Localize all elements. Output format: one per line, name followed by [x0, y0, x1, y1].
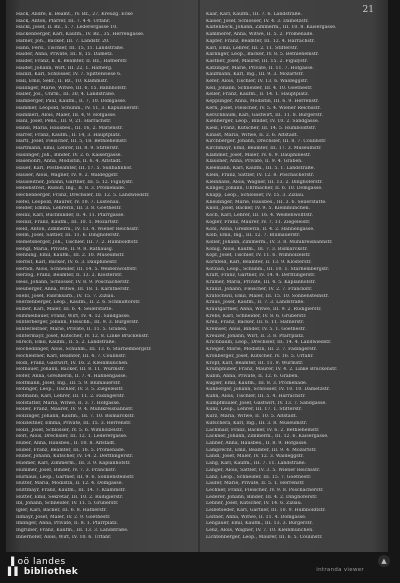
- directory-entry: Kaiser, Josef, Schlosser, IV. 4. 3. Dametzstr.: [206, 18, 309, 24]
- directory-entry: Hartl, Josef, Fleischer, III. 5, 18. Bethlehemstr.: [16, 139, 128, 145]
- directory-entry: Hummer, Josef, Binder, IV. 7. 3. Franckstr.: [16, 467, 117, 473]
- directory-entry: Haller, Jos., Uhrm., III. 30, 4. Landstraße.: [16, 92, 116, 98]
- directory-entry: Haslinger, Joh., Binder, IV. 2. 6. Kaisergasse.: [16, 152, 123, 158]
- directory-entry: Kratochwil, Emil, Maler, III. 15. 10. Sonnensteinstr.: [206, 293, 329, 299]
- directory-entry: Hammer, Leopold, Schuhm., IV. 11, 3. Kapuzinerstr.: [16, 105, 140, 111]
- directory-entry: Lengauer, Emil, Kaufm., III. 13. 3. Bürgerstr.: [206, 521, 313, 527]
- directory-entry: Hofinger, Leop., Tischler, IV. 3. 5. Ziegeleistr.: [16, 387, 124, 393]
- directory-entry: Lang, Karl, Kaufm., III. 7. 11. Landstraße.: [206, 461, 307, 467]
- directory-entry: Kunz, Leop., Lehrer, III. 17. 1. Stifterstr.: [206, 407, 303, 413]
- directory-entry: Haider, Franz, k. k. Beamter, II. Bz., Hafnerstr.: [16, 58, 128, 64]
- directory-entry: Hansl, Maria, Hausbes., III. 16, 2. Marienstr.: [16, 125, 124, 131]
- library-logo[interactable]: [8, 557, 78, 577]
- directory-entry: Karlinger, Leop., Bäcker, IV. 8. 5. Bethlehemstr.: [206, 52, 320, 58]
- directory-entry: Hahn, Ferd., Tischler, III. 15, 11. Landstraße.: [16, 45, 125, 51]
- directory-entry: Helm, Josef, Sattler, III. 11. 6. Dinghoferstr.: [16, 233, 121, 239]
- logo-line1-text: oö landes: [17, 557, 66, 567]
- directory-entry: Kranzl, Johann, Fleischer, IV. 2. 7. Franckstr.: [206, 286, 313, 292]
- directory-entry: Kapfer, Franz, Beamter, III. 12. 4. Harrachstr.: [206, 38, 316, 44]
- viewer-label: intranda viewer: [316, 567, 364, 573]
- directory-entry: Huber, Franz, Beamter, III. 16. 5. Promenade.: [16, 447, 126, 453]
- directory-entry: Kirchberger, Johann, Drechsler, III. 8. 7. Coulinstr.: [206, 139, 327, 145]
- directory-entry: Kammerer, Anna, Witwe, II. 5. 2. Promenade.: [206, 32, 314, 38]
- directory-entry: Hinterleitner, Marie, Private, II. 11. 5. Graben.: [16, 327, 128, 333]
- viewer-footer: [0, 552, 400, 583]
- directory-entry: Hutter, Maria, Modistin, II. 12. 4. Domgasse.: [16, 481, 123, 487]
- directory-entry: Igler, Karl, Bäcker, III. 6. 8. Hafnerstr.: [16, 508, 107, 514]
- directory-entry: Hainzl, Karl, Schlosser, IV. 7. Spittelwiese 6.: [16, 72, 122, 78]
- directory-entry: Hemetsberger, Joh., Tischler, III. 7. 2. Humboldtstr.: [16, 239, 139, 245]
- directory-entry: Heinz, Karl, Buchbinder, II. 4. 11. Pfarrgasse.: [16, 213, 125, 219]
- directory-entry: Hüttmayr, Franz, Kaufm., III. 14. 7. Klammstr.: [16, 487, 126, 493]
- directory-entry: Kumpfmüller, Josef, Gastwirt, IV. 13. 7. Sandgasse.: [206, 400, 327, 406]
- directory-entry: Kutschera, Karl, Ing., III. 3. 8. Museumstr.: [206, 420, 308, 426]
- directory-entry: Kotzian, Leop., Schuhm., III. 10. 1. Starhembergstr.: [206, 266, 330, 272]
- directory-entry: Klausner, Anna, Private, II. 9. 4. Graben.: [206, 159, 303, 165]
- directory-entry: Hütter, Emil, Sekretär, III. 10. 2. Rudigierstr.: [16, 494, 124, 500]
- directory-entry: Imlinger, Anna, Private, II. 8. 1. Pfarrplatz.: [16, 521, 119, 527]
- directory-entry: Hefel, Leopold, Maurer, IV. 10. 7. Lustenau.: [16, 199, 121, 205]
- directory-entry: Landl, Josef, Maler, IV. 12. 3. Waldeggstr.: [206, 454, 304, 460]
- directory-entry: Kropf, Karl, Beamter, III. 11. 9. Wurmstr.: [206, 360, 304, 366]
- directory-entry: Hafner, Joh., Bäcker, III. 7. Landstr. 20.: [16, 38, 110, 44]
- directory-entry: Kremser, Alois, Binder, IV. 5. 1. Goethestr.: [206, 327, 306, 333]
- directory-entry: Köpf, Josef, Tischler, IV. 11. 6. Wimhölzelstr.: [206, 253, 311, 259]
- directory-entry: Hoffmann, Josef, Ing., III. 5. 9. Blumauerstr.: [16, 380, 121, 386]
- directory-entry: Hödl, Franz, Gastwirt, IV. 16. 2. Kleinmünchen.: [16, 360, 129, 366]
- library-logo-icon: ▐: [8, 557, 15, 566]
- directory-entry: Hurnaus, Leop., Gärtner, III. 9. 6. Sonnensteinstr.: [16, 474, 135, 480]
- directory-entry: Hochleitner, Karl, Beamter, III. 4. 7. Coulinstr.: [16, 353, 127, 359]
- directory-entry: Katzinger, Marie, Private, II. 11. 7. Hofgasse.: [206, 65, 315, 71]
- directory-entry: Hörl, Alois, Drechsler, III. 12. 1. Lederergasse.: [16, 434, 128, 440]
- directory-entry: Hinterberger, Johann, Fleischh., III. 9. 3. Bürgerstr.: [16, 320, 140, 326]
- directory-entry: Haider, Anna, Private, III. 8, 15. Dametz.: [16, 52, 114, 58]
- directory-entry: Keller, Franz, Kaufm., II. 14. 1. Hauptplatz.: [206, 92, 310, 98]
- directory-entry: Kaufmann, Karl, Ing., III. 9. 3. Mozartstr.: [206, 72, 304, 78]
- directory-entry: Kramer, Maria, Private, III. 4. 5. Kaplanhofstr.: [206, 280, 316, 286]
- directory-entry: Ibl, Johann, Schneider, IV. 11. 5. Gruberstr.: [16, 501, 119, 507]
- directory-entry: Hackl, Josef, II. Bz., 5. 7. Lederergasse 10.: [16, 25, 118, 31]
- logo-text-line1: [8, 557, 78, 567]
- directory-entry: Lachmair, Franz, Bäcker, IV. 6. 2. Bethlehemstr.: [206, 427, 320, 433]
- directory-entry: Lahner, Anna, Hausbes., II. 8. 9. Hofgasse.: [206, 441, 308, 446]
- directory-entry: Herzog, Franz, Beamter, II. 13. 2. Klosterstr.: [16, 273, 123, 279]
- directory-entry: Heider, Emma, Lehrerin, III. 3. 8. Goethestr.: [16, 206, 122, 212]
- directory-entry: Lanz, Leop., Schneider, III. 15. 7. Goethestr.: [206, 474, 312, 480]
- directory-entry: Kiesl, Franz, Kutscher, III. 14. 5. Humboldtstr.: [206, 125, 317, 131]
- directory-entry: Hofstätter, Maria, Witwe, II. 3. 7. Hofgasse.: [16, 400, 121, 406]
- directory-entry: Kornfeld, Karl, Beamter, II. 13. 9. Klosterstr.: [206, 260, 312, 266]
- directory-entry: Krebs, Karl, Schneider, IV. 8. 6. Gruberstr.: [206, 313, 307, 319]
- directory-entry: Keil, Johann, Schneider, III. 4. 10. Goethestr.: [206, 85, 313, 91]
- directory-entry: Kronberger, Josef, Kutscher, IV. 16. 5. Urfahr.: [206, 353, 314, 359]
- directory-entry: Kugler, Emil, Kaufm., III. 8. 3. Promenade.: [206, 380, 308, 386]
- directory-entry: Krautgartner, Anna, Witwe, III. 9. 2. Rudigierstr.: [206, 306, 322, 312]
- scroll-up-icon[interactable]: ▲: [378, 555, 390, 567]
- directory-entry: Hasenöhrl, Anna, Modistin, II. 6. 4. Altstadt.: [16, 159, 122, 165]
- directory-entry: Himmelbauer, Franz, Wirt, IV. 4. 12. Sandgasse.: [16, 313, 131, 319]
- directory-entry: Huber, Johann, Kutscher, IV. 14. 2. Derfflingerstr.: [16, 454, 134, 460]
- directory-entry: Klammer, Josef, Maler, IV. 6. 9. Dauphinestr.: [206, 152, 312, 158]
- directory-entry: Haider, Johann, Wirt, III. 22, 1. Hafnerg.: [16, 65, 113, 71]
- directory-entry: Lenz, Alois, Wagner, IV. 7. 10. Kleinmünchen.: [206, 528, 314, 534]
- directory-entry: Kaar, Karl, Kaufm., III. 7. 6. Landstraße.: [206, 12, 303, 17]
- directory-entry: Karl, Emil, Lehrer, III. 2. 11. Stifterstr.: [206, 45, 298, 51]
- directory-entry: Hall, Emil, Sekr., II. Bz., 10. Klammstr.: [16, 79, 109, 85]
- directory-entry: Koch, Karl, Lehrer, III. 16. 4. Weißenwolffstr.: [206, 213, 314, 219]
- directory-entry: Innerhofer, Alois, Wirt, IV. 10. 6. Urfahr.: [16, 534, 112, 540]
- directory-entry: Kühberger, Johann, Schlosser, IV. 10. 10. Dametzstr.: [206, 387, 330, 393]
- directory-entry: Krieger, Marie, Modistin, III. 2. 7. Fadingerstr.: [206, 347, 317, 353]
- directory-entry: Hanl, Josef, Pens., III. 9, 21. Harrachstr.: [16, 119, 112, 125]
- directory-entry: Kraft, Franz, Gärtner, IV. 14. 4. Derfflingerstr.: [206, 273, 316, 279]
- directory-entry: Kreil, Franz, Bäcker, III. 6. 11. Hafnerstr.: [206, 320, 305, 326]
- directory-entry: Lichtenberger, Leop., Maurer, III. 6. 5. Coulinstr.: [206, 534, 323, 540]
- directory-entry: Hartmann, Emil, Lehrer, III. 8. 9. Stifterstr.: [16, 146, 120, 152]
- directory-entry: Hack, Anton, Pfarrer, III. 7. 4 4. Urfahr.: [16, 18, 111, 24]
- directory-entry: Kleinhans, Alois, Wagner, III. 13. 2. Dinghoferstr.: [206, 179, 323, 185]
- directory-entry: Kefer, Alois, Tischler, IV. 13. 6. Waldeggstr.: [206, 79, 309, 85]
- directory-entry: Höller, Franz, Maurer, IV. 9. 4. Mühlkreisbahnstr.: [16, 407, 134, 413]
- directory-entry: Kraus, Josef, Kaufm., II. 7. 3. Landstraße.: [206, 300, 305, 306]
- directory-entry: Hallinger, Marie, Witwe, III. 6. 15. Bahnhofstr.: [16, 85, 127, 91]
- directory-entry: Lamprecht, Emil, Beamter, III. 9. 4. Mozartstr.: [206, 447, 317, 453]
- directory-entry: Hengl, Maria, Private, II. 9. 8. Rathausg.: [16, 246, 114, 252]
- directory-entry: Herbst, Karl, Bäcker, IV. 6. 3. Dauphinestr.: [16, 260, 118, 266]
- directory-entry: Henning, Emil, Kaufm., III. 2. 10. Museumstr.: [16, 253, 125, 259]
- directory-entry: Lechner, Franz, Fleischer, IV. 9. 8. Poschacherstr.: [206, 487, 324, 493]
- directory-entry: Holzleitner, Emma, Private, III. 15. 3. Herrenstr.: [16, 420, 132, 426]
- directory-entry: Knoll, Josef, Bäcker, IV. 9. 5. Kleinmünchen.: [206, 206, 311, 212]
- directory-entry: Herndl, Alois, Schneider, III. 14. 5. Weißenwolffstr.: [16, 266, 138, 272]
- directory-entry: Hauer, Karl, Postbeamter, III. 17. 5. Südbahnhof.: [16, 166, 133, 172]
- directory-entry: Hofmann, Karl, Lehrer, III. 11. 2. Fadingerstr.: [16, 394, 125, 400]
- directory-entry: Hiebl, Josef, Fabriksarb., IV. 15. 7. Zizlau.: [16, 293, 116, 299]
- directory-entry: Held, Anton, Zimmerm., IV. 13. 4. Wiener Reichsstr.: [16, 226, 140, 232]
- directory-entry: Krumphuber, Franz, Maurer, IV. 4. 2. Linke Brückenstr.: [206, 367, 338, 373]
- directory-entry: Kienberger, Leop., Binder, IV. 10. 2. Sandgasse.: [206, 119, 320, 125]
- library-logo-bars-icon: ▌▌: [8, 567, 21, 576]
- directory-entry: Kepplinger, Anna, Modistin, III. 6. 9. Herrenstr.: [206, 99, 320, 105]
- directory-entry: Hebenstreit, Rudolf, Ing., II. 8. 3. Promenade.: [16, 186, 126, 192]
- directory-entry: Hausleitner, Johann, Gärtner, III. 5. 12. Figulystr.: [16, 179, 134, 185]
- directory-entry: Kurz, Maria, Witwe, II. 10. 5. Altstadt.: [206, 414, 298, 420]
- directory-entry: Klein, Franz, Sattler, IV. 12. 8. Poschacherstr.: [206, 172, 315, 178]
- directory-entry: Kolb, Emil, Ing., III. 12. 7. Blumauerstr.: [206, 233, 301, 239]
- directory-entry: Hauser, Alois, Wagner, IV. 9. 2. Waldeggstr.: [16, 172, 119, 178]
- directory-entry: Kleemann, Karl, Kaufm., III. 5. 1. Landstraße.: [206, 166, 316, 172]
- directory-entry: Huber, Anna, Hausbes., II. 10. 8. Altstadt.: [16, 441, 116, 446]
- directory-entry: Hofer, Anna, Greißlerin, II. 7. 4. Hahnengasse.: [16, 373, 128, 379]
- directory-entry: Kinast, Maria, Witwe, II. 2. 6. Altstadt.: [206, 132, 299, 138]
- directory-entry: Lackner, Johann, Zimmerm., III. 12. 6. Kaisergasse.: [206, 434, 329, 440]
- directory-entry: Huemer, Karl, Zimmerm., III. 3. 9. Kaplanhofstr.: [16, 461, 131, 467]
- directory-entry: Klinger, Johann, Uhrmacher, II. 6. 10. Domgasse.: [206, 186, 323, 192]
- column-gutter: [198, 0, 200, 552]
- directory-entry: Hechenberger, Franz, Drechsler, III. 12. 5. Landwiedstr.: [16, 192, 150, 198]
- page-number: 21: [362, 5, 374, 15]
- directory-entry: Hamberger, Paul, Kaufm., II. 7, 10. Domgasse.: [16, 99, 127, 105]
- left-column: [16, 12, 198, 542]
- directory-entry: Harrer, Franz, Kaufm., II. 14, 3. Hauptplatz.: [16, 132, 122, 138]
- directory-entry: Kern, Josef, Fleischer, IV. 5. 4. Wiener Reichsstr.: [206, 105, 321, 111]
- logo-text-line2: [8, 567, 78, 577]
- directory-entry: Hierzenberger, Leop., Kaufm., II. 2. 6. Schmidtorstr.: [16, 300, 141, 306]
- directory-entry: Leitner, Anna, Witwe, II. 11. 4. Domgasse.: [206, 514, 307, 520]
- scanned-page: [6, 0, 388, 552]
- directory-entry: Hack, Andre, k. Beamt., IV. Bz., 27, Kreuzg. Ecke: [16, 12, 133, 17]
- directory-entry: Illmayr, Josef, Maler, IV. 2. 9. Goethestr.: [16, 514, 111, 520]
- directory-entry: Hölzl, Josef, Schlosser, IV. 5. 6. Wimhölzelstr.: [16, 427, 124, 433]
- directory-entry: Heinzl, Franz, Kaufm., III. 10. 1. Mozartstr.: [16, 219, 120, 225]
- directory-entry: König, Alois, Kaufm., III. 7. 3. Bismarckstr.: [206, 246, 308, 252]
- directory-entry: Holzinger, Johann, Kaufm., III. 7. 10. Bismarckstr.: [16, 414, 135, 420]
- directory-entry: Lederer, Johann, Binder, III. 4. 2. Dinghoferstr.: [206, 494, 318, 500]
- logo-line2-text: bibliothek: [23, 567, 79, 577]
- directory-entry: Hofbauer, Johann, Bäcker, III. 8. 11. Wurmstr.: [16, 367, 126, 373]
- directory-entry: Laufer, Marie, Private, II. 5. 1. Herrenstr.: [206, 481, 305, 487]
- directory-entry: Kerschbaum, Karl, Gastwirt, III. 11. 8. Bürgerstr.: [206, 112, 323, 118]
- directory-entry: Kubin, Anna, Private, II. 12. 6. Graben.: [206, 373, 299, 379]
- directory-entry: Heuberger, Anna, Witwe, III. 18. 1. Kärntnerstr.: [16, 286, 131, 292]
- directory-entry: Lehner, Josef, Kutscher, IV. 14. 6. Zizlau.: [206, 501, 303, 507]
- directory-entry: Hirsch, Emil, Kaufm., II. 5. 2. Landstraße.: [16, 340, 117, 346]
- directory-entry: Kreuzer, Johann, Wirt, II. 3. 8. Pfarrplatz.: [206, 333, 305, 339]
- directory-entry: Kastner, Josef, Maurer, III. 15. 2. Figulystr.: [206, 58, 308, 64]
- directory-entry: Hochedlinger, Alois, Schuhm., III. 13. 6. Starhembergstr.: [16, 347, 152, 353]
- directory-entry: Ingruber, Franz, Kaufm., III. 13. 3. Landstraße.: [16, 528, 129, 534]
- directory-entry: Kaltenböck, Johann, Zimmerm., III. 10. 8. Kaisergasse.: [206, 25, 337, 31]
- directory-entry: Kohl, Anna, Greißlerin, II. 4. 2. Hahnengasse.: [206, 226, 315, 232]
- directory-entry: Hess, Johann, Schlosser, IV. 8. 9. Poschacherstr.: [16, 280, 130, 286]
- directory-entry: Krichbaum, Leop., Drechsler, III. 14. 4. Landwiedstr.: [206, 340, 332, 346]
- directory-entry: Koller, Johann, Zimmerm., IV. 3. 8. Mühlkreisbahnstr.: [206, 239, 333, 245]
- directory-entry: Leibetseder, Karl, Gärtner, III. 10. 9. Humboldtstr.: [206, 508, 326, 514]
- directory-entry: Kneidinger, Marie, Hausbes., III. 3. 6. Seilerstätte.: [206, 199, 327, 205]
- directory-entry: Kühn, Alois, Tischler, III. 5. 4. Harrachstr.: [206, 394, 306, 400]
- directory-entry: Hammerl, Alois, Maler, III. 4, 9. Hofgasse.: [16, 112, 117, 118]
- directory-entry: Kogler, Franz, Maurer, IV. 7. 11. Ziegeleistr.: [206, 219, 311, 225]
- directory-entry: Langer, Alois, Sattler, IV. 3. 5. Wiener Reichsstr.: [206, 467, 321, 473]
- right-column: [206, 12, 388, 542]
- directory-entry: Knapp, Leop., Schlosser, IV. 15. 3. Zizlau.: [206, 192, 305, 198]
- directory-entry: Hilber, Karl, Maler, III. 6. 4. Seilerstätte.: [16, 306, 114, 312]
- directory-entry: Hintermayr, Josef, Kutscher, IV. 12. 8. Linke Brückenstr.: [16, 333, 150, 339]
- directory-entry: Hackenberger, Karl, Kaufm., IV. Bz., 35, Herrengasse.: [16, 32, 145, 38]
- directory-entry: Kirchmayr, Emil, Beamter, III. 17. 3. Museumstr.: [206, 146, 322, 152]
